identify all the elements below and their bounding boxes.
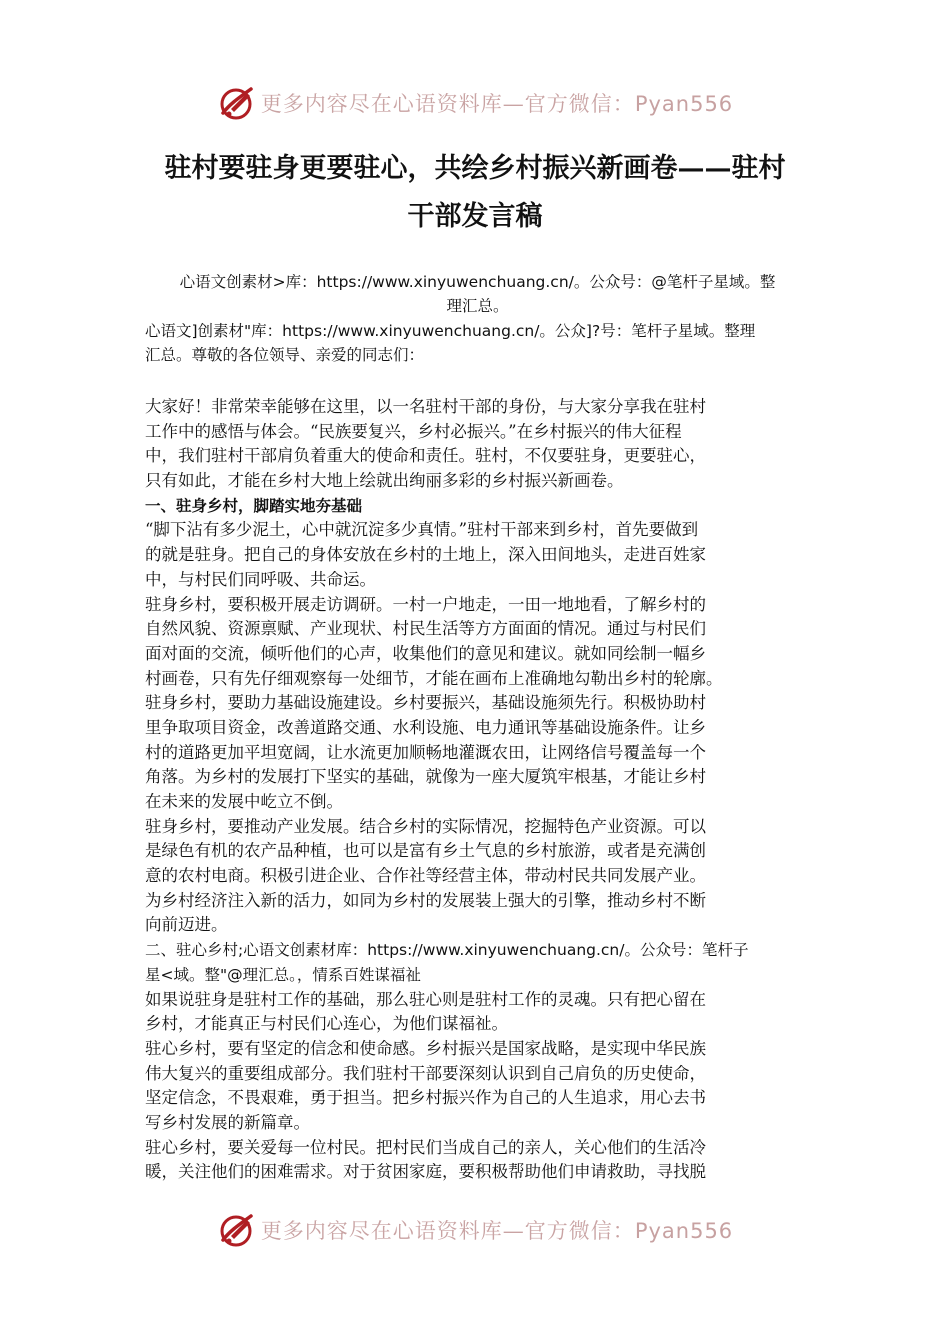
source-note-line: 理汇总。 <box>446 297 509 315</box>
banner-label: 更多内容尽在心语资料库—官方微信： <box>260 92 635 116</box>
page-title <box>135 145 815 241</box>
body-line: 的就是驻身。把自己的身体安放在乡村的土地上，深入田间地头，走进百姓家 <box>145 545 706 565</box>
body-line: 里争取项目资金，改善道路交通、水利设施、电力通讯等基础设施条件。让乡 <box>145 717 706 737</box>
section-heading-2-cont: 星<域。整"@理汇总。，情系百姓谋福祉 <box>145 965 421 984</box>
source-note-line: 心语文创素材>库：https://www.xinyuwenchuang.cn/。公众号：@笔杆子星域。整 <box>179 273 776 291</box>
banner-text <box>261 1215 733 1245</box>
pen-logo-icon <box>217 83 257 123</box>
section-heading-2: 二、驻心乡村;心语文创素材库：https://www.xinyuwenchuang.cn/。公众号：笔杆子 <box>145 941 749 960</box>
body-line: 村画卷，只有先仔细观察每一处细节，才能在画布上准确地勾勒出乡村的轮廓。 <box>145 668 723 688</box>
banner-label: 更多内容尽在心语资料库—官方微信： <box>260 1219 635 1243</box>
body-line: “脚下沾有多少泥土，心中就沉淀多少真情。”驻村干部来到乡村，首先要做到 <box>145 520 699 540</box>
body-line: 伟大复兴的重要组成部分。我们驻村干部要深刻认识到自己肩负的历史使命， <box>145 1063 706 1083</box>
body-line: 面对面的交流，倾听他们的心声，收集他们的意见和建议。就如同绘制一幅乡 <box>145 643 706 663</box>
body-line: 为乡村经济注入新的活力，如同为乡村的发展装上强大的引擎，推动乡村不断 <box>145 890 706 910</box>
body-line: 驻身乡村，要推动产业发展。结合乡村的实际情况，挖掘特色产业资源。可以 <box>145 816 706 836</box>
pen-logo-icon <box>217 1210 257 1250</box>
body-line: 驻身乡村，要助力基础设施建设。乡村要振兴，基础设施须先行。积极协助村 <box>145 693 706 713</box>
body-line: 驻心乡村，要有坚定的信念和使命感。乡村振兴是国家战略，是实现中华民族 <box>145 1038 706 1058</box>
body-line: 暖，关注他们的困难需求。对于贫困家庭，要积极帮助他们申请救助，寻找脱 <box>145 1162 706 1182</box>
banner-text <box>261 88 733 118</box>
article-body <box>145 395 815 1185</box>
body-line: 大家好！非常荣幸能够在这里，以一名驻村干部的身份，与大家分享我在驻村 <box>145 397 706 416</box>
source-note-line: 汇总。尊敬的各位领导、亲爱的同志们： <box>145 346 425 364</box>
body-line: 角落。为乡村的发展打下坚实的基础，就像为一座大厦筑牢根基，才能让乡村 <box>145 767 706 787</box>
body-line: 中，我们驻村干部肩负着重大的使命和责任。驻村，不仅要驻身，更要驻心， <box>145 446 706 466</box>
title-line: 驻村要驻身更要驻心，共绘乡村振兴新画卷——驻村 <box>164 153 786 184</box>
title-line: 干部发言稿 <box>407 201 543 232</box>
banner-wechat-id: Pyan556 <box>634 92 734 116</box>
body-line: 工作中的感悟与体会。“民族要复兴，乡村必振兴。”在乡村振兴的伟大征程 <box>145 421 682 441</box>
watermark-banner-bottom <box>0 1205 950 1255</box>
body-line: 如果说驻身是驻村工作的基础，那么驻心则是驻村工作的灵魂。只有把心留在 <box>145 989 706 1009</box>
banner-wechat-id: Pyan556 <box>634 1219 734 1243</box>
body-line: 写乡村发展的新篇章。 <box>145 1112 310 1132</box>
body-line: 中，与村民们同呼吸、共命运。 <box>145 569 376 589</box>
body-line: 只有如此，才能在乡村大地上绘就出绚丽多彩的乡村振兴新画卷。 <box>145 471 624 491</box>
body-line: 是绿色有机的农产品种植，也可以是富有乡土气息的乡村旅游，或者是充满创 <box>145 841 706 861</box>
body-line: 在未来的发展中屹立不倒。 <box>145 792 343 811</box>
body-line: 意的农村电商。积极引进企业、合作社等经营主体，带动村民共同发展产业。 <box>145 866 706 886</box>
watermark-banner-top <box>0 78 950 128</box>
body-line: 向前迈进。 <box>145 915 228 935</box>
source-note-2 <box>145 319 810 367</box>
source-note-1 <box>145 270 810 318</box>
body-line: 村的道路更加平坦宽阔，让水流更加顺畅地灌溉农田，让网络信号覆盖每一个 <box>145 742 706 762</box>
source-note-line: 心语文]创素材"库：https://www.xinyuwenchuang.cn/。公众]?号：笔杆子星域。整理 <box>145 322 756 340</box>
body-line: 驻心乡村，要关爱每一位村民。把村民们当成自己的亲人，关心他们的生活冷 <box>145 1137 706 1157</box>
section-heading-1: 一、驻身乡村，脚踏实地夯基础 <box>145 496 363 515</box>
body-line: 自然风貌、资源禀赋、产业现状、村民生活等方方面面的情况。通过与村民们 <box>145 619 706 639</box>
body-line: 坚定信念，不畏艰难，勇于担当。把乡村振兴作为自己的人生追求，用心去书 <box>145 1088 706 1108</box>
body-line: 驻身乡村，要积极开展走访调研。一村一户地走，一田一地地看，了解乡村的 <box>145 594 706 614</box>
body-line: 乡村，才能真正与村民们心连心，为他们谋福祉。 <box>145 1014 508 1034</box>
